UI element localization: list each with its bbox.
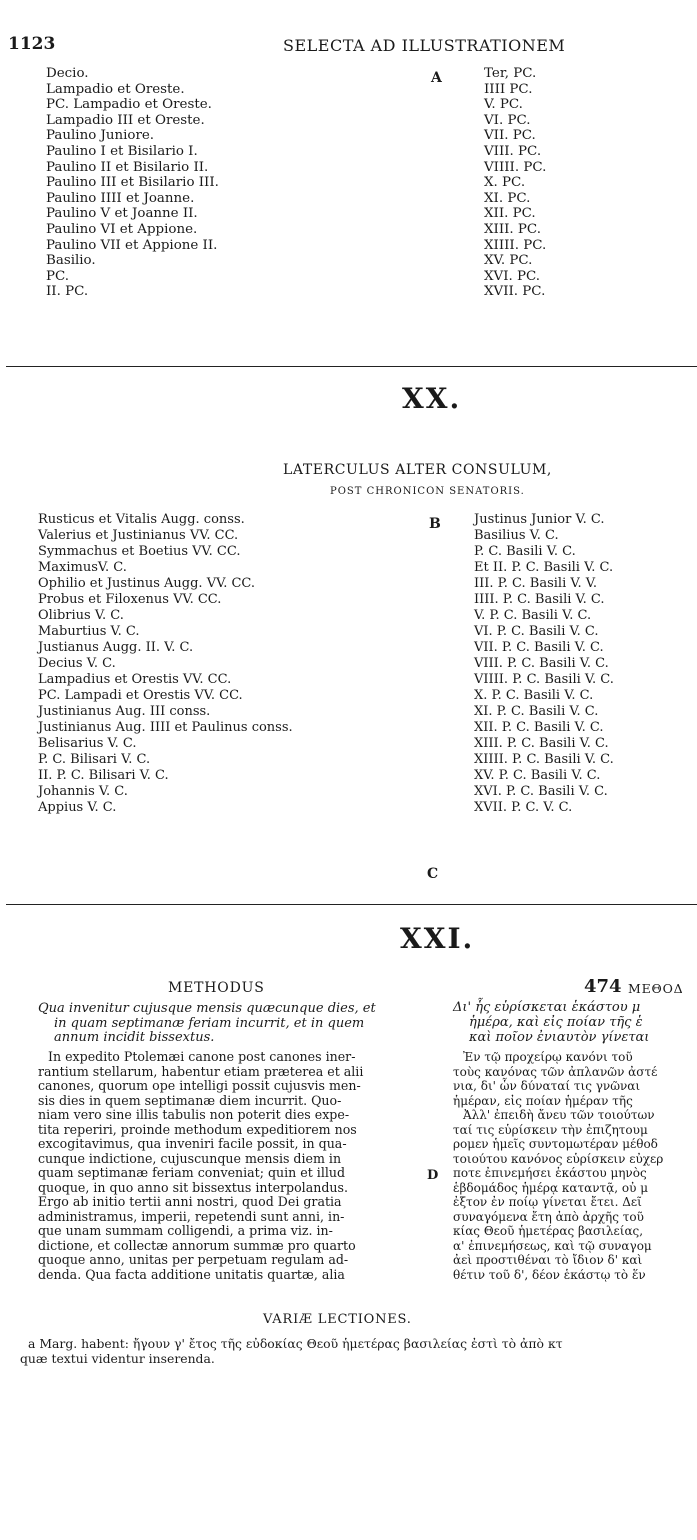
list-item: II. P. C. Bilisari V. C. bbox=[38, 768, 169, 783]
text-line: rantium stellarum, habentur etiam præterea et alii bbox=[38, 1063, 364, 1079]
list-item: Ter, PC. bbox=[484, 66, 537, 81]
list-item: XV. P. C. Basili V. C. bbox=[474, 768, 601, 783]
greek-paragraph bbox=[453, 1050, 663, 1282]
note-line: quæ textui videntur inserenda. bbox=[20, 1351, 215, 1366]
list-item: Paulino II et Bisilario II. bbox=[46, 159, 209, 175]
section-xx-subtitle: POST CHRONICON SENATORIS. bbox=[330, 486, 525, 497]
title-line: καὶ ποῖον ἐνιαυτὸν γίνεται bbox=[469, 1030, 650, 1045]
list-item: VII. PC. bbox=[484, 128, 536, 144]
list-item: P. C. Bilisari V. C. bbox=[38, 752, 151, 767]
list-item: XVII. P. C. V. C. bbox=[474, 800, 573, 815]
text-line: ποτε ἐπινεμήσει ἑκάστου μηνὸς bbox=[453, 1166, 647, 1180]
text-line: canones, quorum ope intelligi possit cujusvis men- bbox=[38, 1078, 361, 1093]
list-item: XIII. P. C. Basili V. C. bbox=[474, 736, 609, 751]
list-item: Paulino V et Joanne II. bbox=[46, 206, 198, 222]
text-line: Ergo ab initio tertii anni nostri, quod Dei gratia bbox=[38, 1194, 342, 1209]
running-title: SELECTA AD ILLUSTRATIONEM bbox=[283, 36, 566, 55]
text-line: sis dies in quem septimanæ diem incurrit. Quo- bbox=[38, 1092, 342, 1108]
divider-rule bbox=[6, 366, 697, 367]
greek-heading: ΜΕΘΟΔ bbox=[628, 981, 684, 996]
text-line: administramus, imperii, repetendi sunt anni, in- bbox=[38, 1208, 345, 1224]
list-item: Paulino IIII et Joanne. bbox=[46, 190, 195, 206]
list-item: VIIII. PC. bbox=[484, 159, 547, 175]
text-line: denda. Qua facta additione unitatis quartæ, alia bbox=[38, 1266, 345, 1282]
list-item: IIII PC. bbox=[484, 81, 533, 97]
list-item: XII. PC. bbox=[484, 206, 536, 222]
text-line: cunque indictione, cujuscunque mensis diem in bbox=[38, 1150, 342, 1166]
text-line: tita reperiri, proinde methodum expeditiorem nos bbox=[38, 1121, 357, 1137]
list-item: Johannis V. C. bbox=[38, 784, 128, 799]
list-item: Decius V. C. bbox=[38, 656, 116, 671]
title-line: in quam septimanæ feriam incurrit, et in quem bbox=[54, 1015, 365, 1031]
list-item: VIII. PC. bbox=[484, 143, 542, 159]
text-line: que unam summam colligendi, a prima viz. in- bbox=[38, 1223, 333, 1238]
text-line: Ἐν τῷ προχείρῳ κανόνι τοῦ bbox=[463, 1050, 633, 1064]
list-item: XI. PC. bbox=[484, 190, 531, 206]
list-item: P. C. Basili V. C. bbox=[474, 544, 576, 559]
list-item: Lampadio et Oreste. bbox=[46, 81, 185, 97]
text-line: ἐξτον ἐν ποίῳ γίνεται ἔτει. Δεῖ bbox=[453, 1195, 642, 1209]
latin-italic-title bbox=[38, 1002, 376, 1046]
text-line: ἑβδομάδος ἡμέρᾳ καταντᾷ, οὐ μ bbox=[453, 1180, 649, 1195]
list-item: VIII. P. C. Basili V. C. bbox=[474, 656, 609, 671]
list-item: Valerius et Justinianus VV. CC. bbox=[38, 528, 239, 543]
list-item: XII. P. C. Basili V. C. bbox=[474, 720, 604, 735]
margin-marker-d: D bbox=[427, 1168, 439, 1183]
list-item: Justinianus Aug. III conss. bbox=[38, 704, 211, 719]
divider-rule bbox=[6, 904, 697, 905]
list-item: Paulino VII et Appione II. bbox=[46, 237, 218, 253]
variants-note bbox=[20, 1336, 563, 1366]
text-line: συναγόμενα ἔτη ἀπὸ ἀρχῆς τοῦ bbox=[453, 1209, 644, 1224]
list-item: XIIII. P. C. Basili V. C. bbox=[474, 752, 614, 767]
list-item: MaximusV. C. bbox=[38, 560, 127, 575]
title-line: annum incidit bissextus. bbox=[54, 1030, 215, 1046]
text-line: Ἀλλ' ἐπειδὴ ἄνευ τῶν τοιούτων bbox=[463, 1108, 655, 1122]
list-item: V. P. C. Basili V. C. bbox=[474, 608, 592, 623]
list-item: VI. PC. bbox=[484, 112, 531, 128]
text-line: τοὺς κανόνας τῶν ἀπλανῶν ἀστέ bbox=[453, 1064, 658, 1079]
list-item: V. PC. bbox=[484, 97, 523, 113]
note-line: a Marg. habent: ἤγουν γ' ἔτος τῆς εὐδοκίας Θεοῦ ἡμετέρας βασιλείας ἐστὶ τὸ ἀπὸ κτ bbox=[28, 1336, 563, 1351]
list-item: PC. Lampadio et Oreste. bbox=[46, 97, 212, 113]
list-item: Symmachus et Boetius VV. CC. bbox=[38, 544, 241, 559]
list-item: Decio. bbox=[46, 66, 89, 81]
list-item: II. PC. bbox=[46, 284, 89, 300]
text-line: In expedito Ptolemæi canone post canones iner- bbox=[48, 1049, 356, 1064]
list-item: Appius V. C. bbox=[38, 800, 117, 815]
list-item: XI. P. C. Basili V. C. bbox=[474, 704, 599, 719]
section-xx-numeral: XX. bbox=[402, 382, 462, 415]
list-item: VI. P. C. Basili V. C. bbox=[474, 624, 599, 639]
title-line: ἡμέρα, καὶ εἰς ποίαν τῆς ἑ bbox=[469, 1015, 643, 1030]
section-xxi-numeral: XXI. bbox=[400, 922, 475, 955]
list-item: Justianus Augg. II. V. C. bbox=[38, 640, 194, 655]
variants-heading: VARIÆ LECTIONES. bbox=[263, 1312, 412, 1327]
list-item: Ophilio et Justinus Augg. VV. CC. bbox=[38, 576, 256, 591]
consul-list-left bbox=[38, 512, 293, 816]
text-line: quoque, in quo anno sit bissextus interpolandus. bbox=[38, 1179, 348, 1195]
list-item: PC. bbox=[46, 268, 70, 284]
latin-heading: METHODUS bbox=[168, 980, 265, 996]
list-one-right bbox=[484, 66, 546, 300]
list-item: XIIII. PC. bbox=[484, 237, 547, 253]
list-item: PC. Lampadi et Orestis VV. CC. bbox=[38, 688, 243, 703]
greek-italic-title bbox=[453, 1000, 649, 1045]
text-line: ρομεν ἡμεῖς συντομωτέραν μέθοδ bbox=[453, 1137, 658, 1151]
margin-marker-c: C bbox=[427, 866, 439, 882]
page-number: 1123 bbox=[8, 34, 56, 54]
text-line: α' ἐπινεμήσεως, καὶ τῷ συναγομ bbox=[453, 1238, 652, 1253]
section-xx-title: LATERCULUS ALTER CONSULUM, bbox=[283, 462, 552, 478]
text-line: τοιούτου κανόνος εὑρίσκειν εὐχερ bbox=[453, 1151, 664, 1166]
list-item: Lampadius et Orestis VV. CC. bbox=[38, 672, 232, 687]
list-item: Lampadio III et Oreste. bbox=[46, 112, 205, 128]
list-item: X. P. C. Basili V. C. bbox=[474, 688, 594, 703]
text-line: θέτιν τοῦ δ', δέον ἑκάστῳ τὸ ἕν bbox=[453, 1267, 646, 1282]
list-item: VIIII. P. C. Basili V. C. bbox=[474, 672, 614, 687]
margin-marker-b: B bbox=[429, 516, 441, 532]
text-line: quoque anno, unitas per perpetuam regulam ad- bbox=[38, 1252, 349, 1267]
list-item: XIII. PC. bbox=[484, 221, 541, 237]
list-item: Paulino VI et Appione. bbox=[46, 221, 198, 237]
list-item: Maburtius V. C. bbox=[38, 624, 140, 639]
list-item: XV. PC. bbox=[484, 253, 533, 269]
title-line: Δι' ἧς εὑρίσκεται ἑκάστου μ bbox=[453, 1000, 641, 1015]
text-line: ἀεὶ προστιθέναι τὸ ἴδιον δ' καὶ bbox=[453, 1253, 643, 1267]
list-item: Probus et Filoxenus VV. CC. bbox=[38, 592, 222, 607]
list-item: Basilio. bbox=[46, 253, 96, 269]
list-item: X. PC. bbox=[484, 175, 526, 191]
list-item: Paulino III et Bisilario III. bbox=[46, 175, 219, 191]
list-item: Rusticus et Vitalis Augg. conss. bbox=[38, 512, 245, 527]
text-line: quam septimanæ feriam conveniat; quin et illud bbox=[38, 1165, 346, 1180]
list-item: Justinus Junior V. C. bbox=[474, 512, 605, 527]
list-item: Belisarius V. C. bbox=[38, 736, 137, 751]
list-item: VII. P. C. Basili V. C. bbox=[474, 640, 604, 655]
list-item: Olibrius V. C. bbox=[38, 608, 124, 623]
text-line: dictione, et collectæ annorum summæ pro quarto bbox=[38, 1237, 356, 1253]
text-line: niam vero sine illis tabulis non poterit dies expe- bbox=[38, 1107, 350, 1122]
list-item: Justinianus Aug. IIII et Paulinus conss. bbox=[38, 720, 293, 735]
title-line: Qua invenitur cujusque mensis quæcunque dies, et bbox=[38, 1001, 376, 1016]
latin-paragraph bbox=[38, 1050, 363, 1282]
list-item: Paulino Juniore. bbox=[46, 128, 155, 144]
text-line: excogitavimus, qua inveniri facile possit, in qua- bbox=[38, 1136, 347, 1151]
text-line: ταί τις εὑρίσκειν τὴν ἐπιζητουμ bbox=[453, 1122, 648, 1137]
consul-list-right bbox=[474, 512, 614, 816]
list-item: IIII. P. C. Basili V. C. bbox=[474, 592, 605, 607]
greek-column-number: 474 bbox=[584, 976, 622, 997]
list-item: Et II. P. C. Basili V. C. bbox=[474, 560, 614, 575]
list-item: XVI. P. C. Basili V. C. bbox=[474, 784, 608, 799]
list-item: XVI. PC. bbox=[484, 268, 541, 284]
text-line: κίας Θεοῦ ἡμετέρας βασιλείας, bbox=[453, 1224, 644, 1238]
list-item: XVII. PC. bbox=[484, 284, 546, 300]
margin-marker-a: A bbox=[431, 70, 442, 86]
list-one-left bbox=[46, 66, 219, 300]
list-item: Paulino I et Bisilario I. bbox=[46, 143, 198, 159]
list-item: III. P. C. Basili V. V. bbox=[474, 576, 598, 591]
text-line: νια, δι' ὧν δύναταί τις γνῶναι bbox=[453, 1079, 641, 1093]
text-line: ἡμέραν, εἰς ποίαν ἡμέραν τῆς bbox=[453, 1093, 633, 1108]
list-item: Basilius V. C. bbox=[474, 528, 559, 543]
